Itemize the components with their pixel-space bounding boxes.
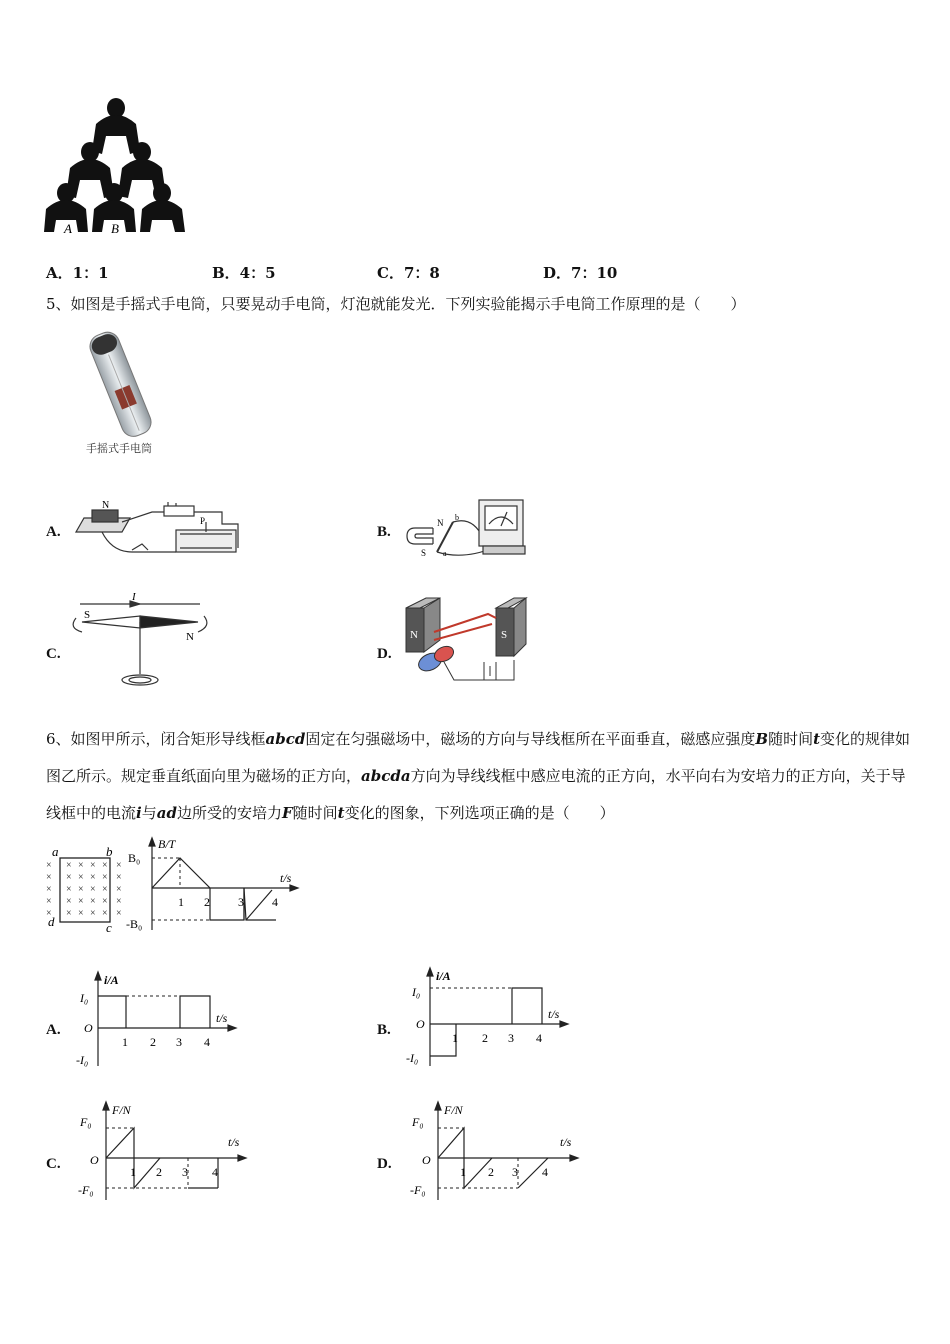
q5-option-a[interactable]: A. (46, 524, 61, 540)
ga-tick-1: 1 (122, 1035, 128, 1049)
ga-tick-3: 3 (176, 1035, 182, 1049)
bt-tick-3: 3 (238, 895, 244, 909)
flashlight-caption: 手摇式手电筒 (86, 443, 152, 455)
fig-a-n: N (102, 500, 110, 511)
gb-neg: -I₀ (406, 1051, 419, 1065)
fig-b-s: S (421, 548, 427, 558)
ga-neg: -I₀ (76, 1053, 89, 1067)
field-cross: × (116, 908, 122, 919)
q6-graph-d (402, 1100, 582, 1204)
field-cross: × (102, 884, 108, 895)
fig-b-n: N (437, 518, 444, 528)
gb-pos: I₀ (412, 985, 421, 999)
field-cross: × (46, 872, 52, 883)
gc-pos: F₀ (80, 1115, 92, 1129)
field-cross: × (46, 884, 52, 895)
gb-ylabel: i/A (436, 969, 451, 983)
ga-tick-4: 4 (204, 1035, 210, 1049)
fig-c-n: N (186, 631, 194, 643)
ga-origin: O (84, 1021, 93, 1035)
field-cross: × (90, 896, 96, 907)
fig-d-s: S (501, 629, 508, 641)
q5-figure-b (403, 494, 529, 566)
gd-tick-2: 2 (488, 1165, 494, 1179)
field-cross: × (116, 872, 122, 883)
field-cross: × (78, 860, 84, 871)
bt-xlabel: t/s (280, 871, 292, 885)
fig-c-i: I (132, 592, 136, 603)
gc-tick-3: 3 (182, 1165, 188, 1179)
field-cross: × (46, 896, 52, 907)
q4-option-d[interactable]: D．7：10 (543, 264, 618, 282)
q5-figure-d (404, 596, 528, 686)
gc-xlabel: t/s (228, 1135, 240, 1149)
field-cross: × (66, 896, 72, 907)
gd-pos: F₀ (412, 1115, 424, 1129)
q5-option-c[interactable]: C. (46, 646, 61, 662)
gd-origin: O (422, 1153, 431, 1167)
field-cross: × (78, 872, 84, 883)
gc-origin: O (90, 1153, 99, 1167)
q5-option-d[interactable]: D. (377, 646, 392, 662)
field-cross: × (66, 860, 72, 871)
field-cross: × (66, 908, 72, 919)
q6-graph-c (70, 1100, 250, 1204)
gd-neg: -F₀ (410, 1183, 426, 1197)
field-cross: × (102, 872, 108, 883)
flashlight-photo (62, 328, 182, 458)
human-pyramid-figure (44, 96, 189, 236)
fig-c-s: S (84, 609, 91, 621)
q5-figure-a (72, 492, 250, 576)
label-b: B (111, 221, 119, 236)
field-cross: × (90, 860, 96, 871)
fig-d-n: N (410, 629, 418, 641)
q4-option-b[interactable]: B．4：5 (212, 264, 276, 282)
q5-figure-c (70, 592, 212, 692)
gd-tick-4: 4 (542, 1165, 548, 1179)
ga-pos: I₀ (80, 991, 89, 1005)
gc-neg: -F₀ (78, 1183, 94, 1197)
q6-graph-a (70, 970, 240, 1070)
gb-xlabel: t/s (548, 1007, 560, 1021)
q6-bt-graph (124, 836, 302, 936)
label-a: A (64, 221, 72, 236)
gd-xlabel: t/s (560, 1135, 572, 1149)
field-cross: × (102, 908, 108, 919)
gb-tick-3: 3 (508, 1031, 514, 1045)
gc-tick-1: 1 (130, 1165, 136, 1179)
field-cross: × (66, 884, 72, 895)
ga-ylabel: i/A (104, 973, 119, 987)
gd-tick-1: 1 (460, 1165, 466, 1179)
field-cross: × (78, 908, 84, 919)
q6-frame-figure (42, 842, 122, 934)
field-cross: × (46, 860, 52, 871)
field-cross: × (90, 872, 96, 883)
q6-option-d[interactable]: D. (377, 1156, 392, 1172)
bt-neg: -B₀ (126, 917, 143, 931)
frame-d: d (48, 914, 55, 929)
gc-tick-4: 4 (212, 1165, 218, 1179)
bt-ylabel: B/T (158, 837, 176, 851)
bt-tick-2: 2 (204, 895, 210, 909)
field-cross: × (66, 872, 72, 883)
q4-option-c[interactable]: C．7：8 (377, 264, 440, 282)
ga-tick-2: 2 (150, 1035, 156, 1049)
gb-tick-2: 2 (482, 1031, 488, 1045)
gb-origin: O (416, 1017, 425, 1031)
q6-option-b[interactable]: B. (377, 1022, 391, 1038)
field-cross: × (102, 896, 108, 907)
field-cross: × (116, 896, 122, 907)
field-cross: × (116, 860, 122, 871)
field-cross: × (102, 860, 108, 871)
gb-tick-1: 1 (452, 1031, 458, 1045)
gd-ylabel: F/N (444, 1103, 463, 1117)
fig-b-b: b (455, 513, 459, 522)
field-cross: × (116, 884, 122, 895)
q6-graph-b (402, 966, 572, 1070)
fig-b-a: a (443, 549, 447, 558)
bt-pos: B₀ (128, 851, 141, 865)
bt-tick-4: 4 (272, 895, 278, 909)
q4-option-a[interactable]: A．1：1 (46, 264, 109, 282)
gc-ylabel: F/N (112, 1103, 131, 1117)
field-cross: × (78, 884, 84, 895)
gd-tick-3: 3 (512, 1165, 518, 1179)
frame-c: c (106, 920, 112, 934)
field-cross: × (90, 908, 96, 919)
gb-tick-4: 4 (536, 1031, 542, 1045)
ga-xlabel: t/s (216, 1011, 228, 1025)
field-cross: × (46, 908, 52, 919)
gc-tick-2: 2 (156, 1165, 162, 1179)
fig-a-p: P (200, 516, 206, 526)
q6-stem: 6、如图甲所示，闭合矩形导线框abcd固定在匀强磁场中，磁场的方向与导线框所在平面垂直，磁感应强度B随时间t变化的规律如图乙所示。规定垂直纸面向里为磁场的正方向，abcda方向为导线线框中感应电流的正方向，水平向右为安培力的正方向，关于导线框中的电流i与ad边所受的安培力F随时间t变化的图象，下列选项正确的是（ ） (46, 730, 911, 822)
q6-option-a[interactable]: A. (46, 1022, 61, 1038)
q6-option-c[interactable]: C. (46, 1156, 61, 1172)
frame-b: b (106, 844, 113, 859)
q5-option-b[interactable]: B. (377, 524, 391, 540)
field-cross: × (78, 896, 84, 907)
bt-tick-1: 1 (178, 895, 184, 909)
q5-stem: 5、如图是手摇式手电筒，只要晃动手电筒，灯泡就能发光．下列实验能揭示手电筒工作原理的是（ ） (46, 295, 746, 313)
frame-a: a (52, 844, 59, 859)
field-cross: × (90, 884, 96, 895)
